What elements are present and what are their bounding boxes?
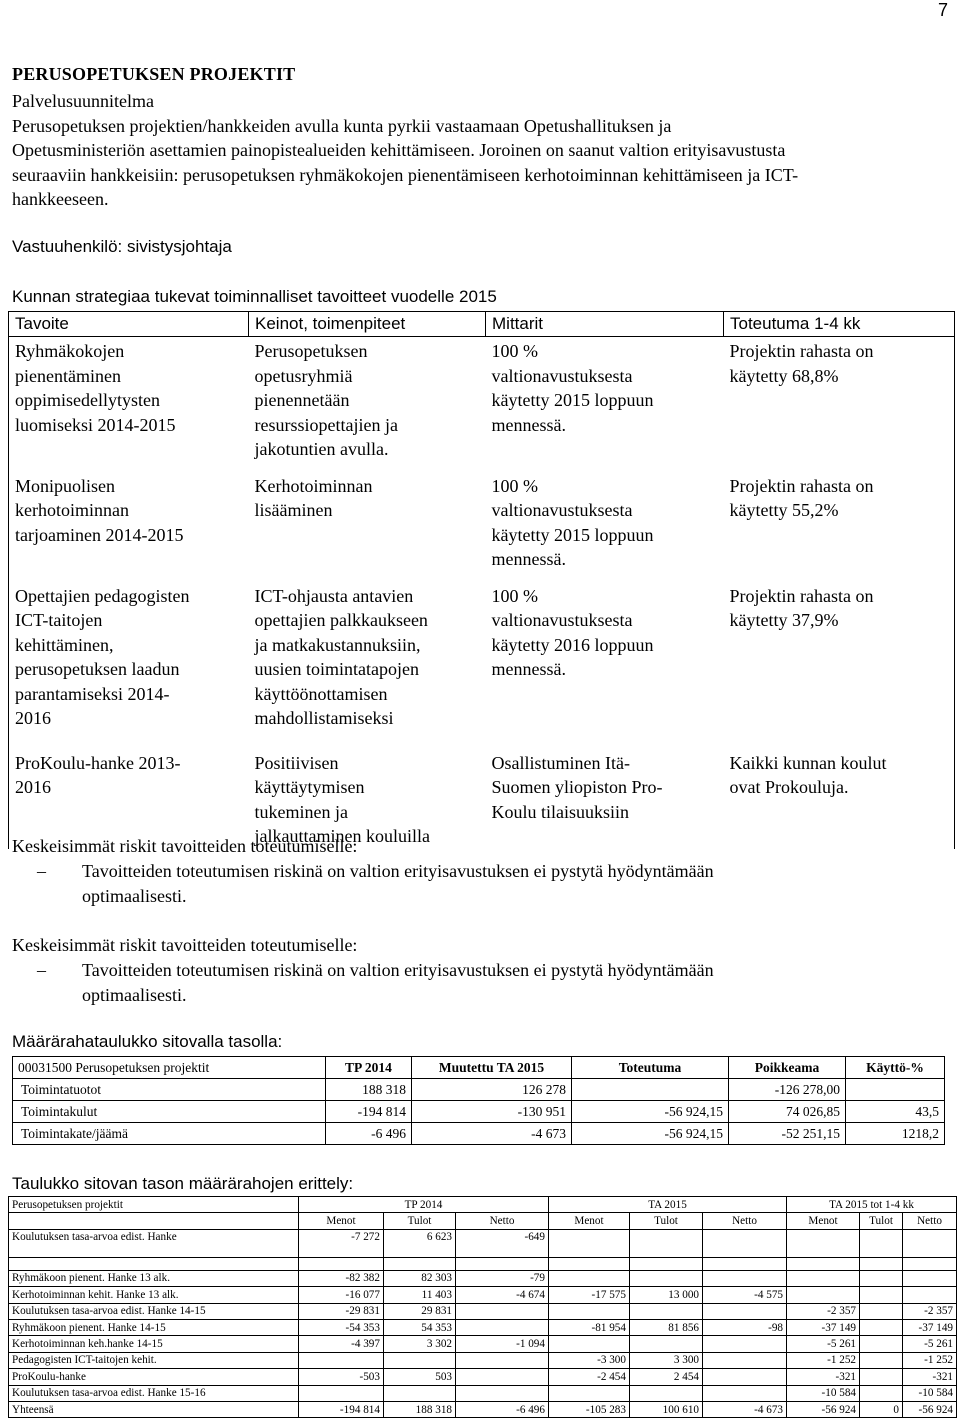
cell-line: mahdollistamiseksi bbox=[254, 708, 394, 728]
cell-line: Projektin rahasta on bbox=[729, 341, 874, 361]
means-cell bbox=[249, 472, 486, 582]
detail-cell: -2 357 bbox=[903, 1303, 957, 1319]
budget-header-cell: TP 2014 bbox=[326, 1057, 412, 1079]
cell-line: opettajien palkkaukseen bbox=[254, 610, 428, 630]
cell-line: käyttäytymisen bbox=[254, 777, 365, 797]
cell-line: ovat Prokouluja. bbox=[729, 777, 849, 797]
detail-cell: -81 954 bbox=[549, 1319, 630, 1335]
goals-row bbox=[9, 582, 955, 741]
intro-block bbox=[12, 89, 942, 212]
budget-cell: -4 673 bbox=[412, 1123, 572, 1145]
subheading: Palvelusuunnitelma bbox=[12, 91, 154, 111]
detail-cell bbox=[630, 1270, 703, 1286]
budget-cell: -130 951 bbox=[412, 1101, 572, 1123]
result-cell bbox=[724, 582, 955, 741]
cell-line: 100 % bbox=[491, 585, 538, 606]
budget-row bbox=[13, 1079, 945, 1101]
detail-cell bbox=[860, 1369, 903, 1385]
budget-cell bbox=[846, 1079, 945, 1101]
detail-cell: -4 673 bbox=[703, 1401, 787, 1417]
risk-title: Keskeisimmät riskit tavoitteiden toteutumiselle: bbox=[12, 836, 358, 856]
detail-cell: Ryhmäkoon pienent. Hanke 13 alk. bbox=[9, 1270, 299, 1286]
detail-cell bbox=[630, 1257, 703, 1270]
risk-line: Tavoitteiden toteutumisen riskinä on valtion erityisavustuksen ei pystytä hyödyntämään bbox=[82, 960, 714, 980]
goals-header-cell: Toteutuma 1-4 kk bbox=[724, 312, 955, 337]
detail-cell: -17 575 bbox=[549, 1287, 630, 1303]
budget-cell: -194 814 bbox=[326, 1101, 412, 1123]
detail-cell: -4 575 bbox=[703, 1287, 787, 1303]
cell-line: 100 % bbox=[491, 341, 538, 361]
goal-cell bbox=[9, 337, 249, 472]
detail-cell bbox=[703, 1303, 787, 1319]
budget-cell: 1218,2 bbox=[846, 1123, 945, 1145]
budget-header-cell: 00031500 Perusopetuksen projektit bbox=[13, 1057, 326, 1079]
strategy-caption: Kunnan strategiaa tukevat toiminnalliset tavoitteet vuodelle 2015 bbox=[12, 287, 497, 306]
goals-table bbox=[8, 311, 955, 849]
means-cell bbox=[249, 741, 486, 849]
cell-line: 2016 bbox=[15, 708, 51, 728]
cell-line: Osallistuminen Itä- bbox=[491, 752, 630, 773]
detail-cell bbox=[384, 1385, 456, 1401]
metric-cell bbox=[486, 337, 724, 472]
cell-line: mennessä. bbox=[491, 659, 566, 679]
detail-cell bbox=[703, 1270, 787, 1286]
metric-cell bbox=[486, 741, 724, 849]
responsible-person: Vastuuhenkilö: sivistysjohtaja bbox=[12, 237, 232, 256]
detail-row bbox=[9, 1401, 957, 1417]
detail-cell bbox=[456, 1369, 549, 1385]
detail-cell: -5 261 bbox=[787, 1336, 860, 1352]
budget-header-cell: Käyttö-% bbox=[846, 1057, 945, 1079]
detail-cell: 2 454 bbox=[630, 1369, 703, 1385]
cell-line: käytetty 2015 loppuun bbox=[491, 390, 654, 410]
means-cell bbox=[249, 337, 486, 472]
cell-line: ICT-ohjausta antavien bbox=[254, 585, 414, 606]
cell-line: tukeminen ja bbox=[254, 801, 348, 822]
detail-cell: 3 300 bbox=[630, 1352, 703, 1368]
budget-cell: 74 026,85 bbox=[729, 1101, 846, 1123]
detail-cell: 13 000 bbox=[630, 1287, 703, 1303]
detail-row bbox=[9, 1336, 957, 1352]
budget-cell: -56 924,15 bbox=[572, 1123, 729, 1145]
cell-line: lisääminen bbox=[254, 500, 333, 520]
budget-cell: Toimintakulut bbox=[13, 1101, 326, 1123]
detail-cell bbox=[456, 1257, 549, 1270]
detail-cell bbox=[549, 1336, 630, 1352]
cell-line: resurssiopettajien ja bbox=[254, 414, 398, 435]
detail-header-cell: Menot bbox=[787, 1213, 860, 1229]
detail-header-cell: Netto bbox=[456, 1213, 549, 1229]
detail-cell: -10 584 bbox=[787, 1385, 860, 1401]
goals-header-cell: Keinot, toimenpiteet bbox=[249, 312, 486, 337]
cell-line: 100 % bbox=[491, 475, 538, 496]
cell-line: Projektin rahasta on bbox=[729, 475, 874, 496]
detail-cell bbox=[456, 1319, 549, 1335]
detail-cell: -1 094 bbox=[456, 1336, 549, 1352]
goals-row bbox=[9, 472, 955, 582]
detail-row bbox=[9, 1369, 957, 1385]
means-cell bbox=[249, 582, 486, 741]
detail-cell bbox=[860, 1336, 903, 1352]
detail-cell: -2 357 bbox=[787, 1303, 860, 1319]
cell-line: Perusopetuksen bbox=[254, 341, 368, 361]
budget-header-row bbox=[13, 1057, 945, 1079]
budget-cell: -126 278,00 bbox=[729, 1079, 846, 1101]
risk-section bbox=[12, 933, 912, 1008]
detail-table bbox=[8, 1196, 957, 1418]
detail-cell: -7 272 bbox=[299, 1229, 384, 1257]
detail-cell bbox=[903, 1229, 957, 1257]
goals-row bbox=[9, 741, 955, 849]
goals-header-row bbox=[9, 312, 955, 337]
cell-line: ICT-taitojen bbox=[15, 610, 103, 630]
goal-cell bbox=[9, 472, 249, 582]
detail-cell: 29 831 bbox=[384, 1303, 456, 1319]
detail-header-cell: Netto bbox=[903, 1213, 957, 1229]
risk-title: Keskeisimmät riskit tavoitteiden toteutumiselle: bbox=[12, 935, 358, 955]
detail-cell bbox=[787, 1287, 860, 1303]
cell-line: Kaikki kunnan koulut bbox=[729, 752, 887, 773]
budget-header-cell: Poikkeama bbox=[729, 1057, 846, 1079]
detail-cell bbox=[299, 1352, 384, 1368]
cell-line: Monipuolisen bbox=[15, 475, 116, 496]
detail-cell: 82 303 bbox=[384, 1270, 456, 1286]
detail-header-cell: Menot bbox=[299, 1213, 384, 1229]
detail-header-cell: Menot bbox=[549, 1213, 630, 1229]
detail-cell bbox=[903, 1270, 957, 1286]
cell-line: mennessä. bbox=[491, 414, 566, 435]
cell-line: käytetty 55,2% bbox=[729, 500, 839, 520]
cell-line: Koulu tilaisuuksiin bbox=[491, 801, 630, 822]
cell-line: ja matkakustannuksiin, bbox=[254, 634, 421, 655]
detail-cell bbox=[860, 1257, 903, 1270]
detail-header-cell: TA 2015 bbox=[549, 1197, 787, 1213]
goal-cell bbox=[9, 741, 249, 849]
detail-cell: -4 397 bbox=[299, 1336, 384, 1352]
detail-cell bbox=[9, 1257, 299, 1270]
detail-header-cell: Tulot bbox=[384, 1213, 456, 1229]
risk-item bbox=[12, 958, 912, 1008]
detail-cell: Pedagogisten ICT-taitojen kehit. bbox=[9, 1352, 299, 1368]
cell-line: valtionavustuksesta bbox=[491, 365, 633, 386]
goals-row bbox=[9, 337, 955, 472]
detail-cell bbox=[860, 1319, 903, 1335]
cell-line: 2016 bbox=[15, 777, 51, 797]
page-number: 7 bbox=[937, 0, 948, 20]
budget-cell: -52 251,15 bbox=[729, 1123, 846, 1145]
result-cell bbox=[724, 337, 955, 472]
detail-header-cell bbox=[9, 1213, 299, 1229]
detail-cell: -649 bbox=[456, 1229, 549, 1257]
detail-row bbox=[9, 1352, 957, 1368]
detail-cell: Kerhotoiminnan keh.hanke 14-15 bbox=[9, 1336, 299, 1352]
cell-line: käytetty 2015 loppuun bbox=[491, 524, 654, 545]
budget-cell: Toimintatuotot bbox=[13, 1079, 326, 1101]
detail-cell bbox=[703, 1352, 787, 1368]
cell-line: kehittäminen, bbox=[15, 634, 114, 655]
budget-table bbox=[12, 1056, 945, 1145]
cell-line: Projektin rahasta on bbox=[729, 585, 874, 606]
goals-header-cell: Tavoite bbox=[9, 312, 249, 337]
detail-cell bbox=[703, 1336, 787, 1352]
detail-cell: -98 bbox=[703, 1319, 787, 1335]
detail-cell bbox=[903, 1257, 957, 1270]
detail-row bbox=[9, 1257, 957, 1270]
detail-cell: -79 bbox=[456, 1270, 549, 1286]
detail-cell bbox=[860, 1303, 903, 1319]
cell-line: Opettajien pedagogisten bbox=[15, 585, 190, 606]
detail-cell: Ryhmäkoon pienent. Hanke 14-15 bbox=[9, 1319, 299, 1335]
detail-cell bbox=[456, 1352, 549, 1368]
detail-cell: -1 252 bbox=[787, 1352, 860, 1368]
detail-cell bbox=[549, 1229, 630, 1257]
detail-cell: -4 674 bbox=[456, 1287, 549, 1303]
detail-cell bbox=[860, 1352, 903, 1368]
budget-cell: 43,5 bbox=[846, 1101, 945, 1123]
detail-cell: -194 814 bbox=[299, 1401, 384, 1417]
detail-cell: -5 261 bbox=[903, 1336, 957, 1352]
budget-row bbox=[13, 1101, 945, 1123]
cell-line: luomiseksi 2014-2015 bbox=[15, 414, 176, 435]
detail-cell bbox=[860, 1270, 903, 1286]
detail-cell: 503 bbox=[384, 1369, 456, 1385]
cell-line: uusien toimintatapojen bbox=[254, 659, 419, 679]
detail-cell: -321 bbox=[787, 1369, 860, 1385]
cell-line: mennessä. bbox=[491, 549, 566, 569]
detail-cell: -56 924 bbox=[903, 1401, 957, 1417]
detail-cell: -503 bbox=[299, 1369, 384, 1385]
detail-cell bbox=[299, 1385, 384, 1401]
detail-cell bbox=[630, 1385, 703, 1401]
detail-cell bbox=[299, 1257, 384, 1270]
cell-line: pienentäminen bbox=[15, 365, 121, 386]
goal-cell bbox=[9, 582, 249, 741]
detail-cell bbox=[703, 1257, 787, 1270]
risk-line: optimaalisesti. bbox=[82, 886, 187, 906]
intro-line: seuraaviin hankkeisiin: perusopetuksen ryhmäkokojen pienentämiseen kerhotoiminnan kehittämiseen ja ICT- bbox=[12, 164, 799, 185]
budget-row bbox=[13, 1123, 945, 1145]
detail-cell: -1 252 bbox=[903, 1352, 957, 1368]
cell-line: perusopetuksen laadun bbox=[15, 659, 180, 679]
detail-cell bbox=[903, 1287, 957, 1303]
cell-line: Positiivisen bbox=[254, 752, 339, 773]
budget-header-cell: Muutettu TA 2015 bbox=[412, 1057, 572, 1079]
cell-line: Kerhotoiminnan bbox=[254, 475, 373, 496]
risk-section bbox=[12, 834, 912, 909]
detail-cell bbox=[787, 1257, 860, 1270]
result-cell bbox=[724, 741, 955, 849]
detail-header-cell: Tulot bbox=[630, 1213, 703, 1229]
detail-cell: -10 584 bbox=[903, 1385, 957, 1401]
risk-line: optimaalisesti. bbox=[82, 985, 187, 1005]
detail-cell: -3 300 bbox=[549, 1352, 630, 1368]
cell-line: tarjoaminen 2014-2015 bbox=[15, 524, 184, 545]
metric-cell bbox=[486, 472, 724, 582]
budget-cell: 188 318 bbox=[326, 1079, 412, 1101]
detail-row bbox=[9, 1287, 957, 1303]
detail-cell bbox=[860, 1287, 903, 1303]
detail-cell: Yhteensä bbox=[9, 1401, 299, 1417]
dash-bullet: – bbox=[37, 861, 46, 881]
detail-header-cell: TA 2015 tot 1-4 kk bbox=[787, 1197, 957, 1213]
detail-cell: -16 077 bbox=[299, 1287, 384, 1303]
detail-cell: -82 382 bbox=[299, 1270, 384, 1286]
detail-cell bbox=[703, 1385, 787, 1401]
budget-cell bbox=[572, 1079, 729, 1101]
detail-cell: 0 bbox=[860, 1401, 903, 1417]
detail-row bbox=[9, 1303, 957, 1319]
budget-cell: Toimintakate/jäämä bbox=[13, 1123, 326, 1145]
goals-header-cell: Mittarit bbox=[486, 312, 724, 337]
detail-cell bbox=[549, 1257, 630, 1270]
detail-cell: -56 924 bbox=[787, 1401, 860, 1417]
detail-cell: -321 bbox=[903, 1369, 957, 1385]
detail-cell: 54 353 bbox=[384, 1319, 456, 1335]
detail-row bbox=[9, 1270, 957, 1286]
detail-group-header-row bbox=[9, 1197, 957, 1213]
intro-line: hankkeeseen. bbox=[12, 189, 109, 209]
cell-line: opetusryhmiä bbox=[254, 365, 353, 386]
detail-sub-header-row bbox=[9, 1213, 957, 1229]
budget-header-cell: Toteutuma bbox=[572, 1057, 729, 1079]
detail-cell: -37 149 bbox=[903, 1319, 957, 1335]
detail-header-cell: Tulot bbox=[860, 1213, 903, 1229]
detail-cell: 11 403 bbox=[384, 1287, 456, 1303]
risk-line: Tavoitteiden toteutumisen riskinä on valtion erityisavustuksen ei pystytä hyödyntämään bbox=[82, 861, 714, 881]
cell-line: parantamiseksi 2014- bbox=[15, 683, 170, 704]
detail-cell bbox=[860, 1229, 903, 1257]
detail-cell bbox=[860, 1385, 903, 1401]
detail-cell: 81 856 bbox=[630, 1319, 703, 1335]
metric-cell bbox=[486, 582, 724, 741]
detail-cell bbox=[630, 1229, 703, 1257]
detail-caption: Taulukko sitovan tason määrärahojen erittely: bbox=[12, 1174, 354, 1193]
detail-cell: 188 318 bbox=[384, 1401, 456, 1417]
detail-cell bbox=[787, 1270, 860, 1286]
detail-cell bbox=[384, 1257, 456, 1270]
detail-cell bbox=[456, 1303, 549, 1319]
budget-cell: 126 278 bbox=[412, 1079, 572, 1101]
result-cell bbox=[724, 472, 955, 582]
cell-line: jalkauttaminen kouluilla bbox=[254, 826, 430, 846]
cell-line: jakotuntien avulla. bbox=[254, 439, 389, 459]
detail-header-cell: TP 2014 bbox=[299, 1197, 549, 1213]
detail-cell: Koulutuksen tasa-arvoa edist. Hanke 14-15 bbox=[9, 1303, 299, 1319]
section-heading: PERUSOPETUKSEN PROJEKTIT bbox=[12, 64, 296, 84]
risk-item bbox=[12, 859, 912, 909]
cell-line: oppimisedellytysten bbox=[15, 390, 160, 410]
detail-cell bbox=[630, 1336, 703, 1352]
detail-cell bbox=[384, 1352, 456, 1368]
budget-cell: -6 496 bbox=[326, 1123, 412, 1145]
cell-line: käyttöönottamisen bbox=[254, 683, 388, 704]
detail-cell bbox=[630, 1303, 703, 1319]
budget-cell: -56 924,15 bbox=[572, 1101, 729, 1123]
detail-cell: 3 302 bbox=[384, 1336, 456, 1352]
cell-line: käytetty 68,8% bbox=[729, 365, 839, 386]
cell-line: ProKoulu-hanke 2013- bbox=[15, 752, 181, 773]
detail-cell: -105 283 bbox=[549, 1401, 630, 1417]
detail-cell: -2 454 bbox=[549, 1369, 630, 1385]
detail-cell: ProKoulu-hanke bbox=[9, 1369, 299, 1385]
detail-header-cell: Netto bbox=[703, 1213, 787, 1229]
detail-cell bbox=[456, 1385, 549, 1401]
cell-line: käytetty 2016 loppuun bbox=[491, 634, 654, 655]
detail-cell: Koulutuksen tasa-arvoa edist. Hanke 15-16 bbox=[9, 1385, 299, 1401]
detail-cell: -37 149 bbox=[787, 1319, 860, 1335]
detail-cell: Kerhotoiminnan kehit. Hanke 13 alk. bbox=[9, 1287, 299, 1303]
cell-line: kerhotoiminnan bbox=[15, 500, 129, 520]
cell-line: valtionavustuksesta bbox=[491, 500, 633, 520]
detail-cell bbox=[787, 1229, 860, 1257]
budget-caption: Määrärahataulukko sitovalla tasolla: bbox=[12, 1032, 283, 1051]
intro-line: Perusopetuksen projektien/hankkeiden avulla kunta pyrkii vastaamaan Opetushallituksen ja bbox=[12, 115, 672, 136]
cell-line: valtionavustuksesta bbox=[491, 610, 633, 630]
detail-cell: Koulutuksen tasa-arvoa edist. Hanke bbox=[9, 1229, 299, 1257]
detail-cell bbox=[703, 1229, 787, 1257]
detail-cell: -6 496 bbox=[456, 1401, 549, 1417]
detail-row bbox=[9, 1385, 957, 1401]
detail-cell bbox=[549, 1385, 630, 1401]
detail-cell bbox=[703, 1369, 787, 1385]
detail-header-cell: Perusopetuksen projektit bbox=[9, 1197, 299, 1213]
detail-cell bbox=[549, 1303, 630, 1319]
detail-cell: -54 353 bbox=[299, 1319, 384, 1335]
dash-bullet: – bbox=[37, 960, 46, 980]
cell-line: Suomen yliopiston Pro- bbox=[491, 777, 663, 797]
cell-line: Ryhmäkokojen bbox=[15, 341, 125, 361]
detail-row bbox=[9, 1229, 957, 1257]
detail-cell bbox=[549, 1270, 630, 1286]
detail-row bbox=[9, 1319, 957, 1335]
detail-cell: 6 623 bbox=[384, 1229, 456, 1257]
cell-line: pienennetään bbox=[254, 390, 350, 410]
cell-line: käytetty 37,9% bbox=[729, 610, 839, 630]
intro-line: Opetusministeriön asettamien painopistealueiden kehittämiseen. Joroinen on saanut valtion erityisavustusta bbox=[12, 140, 786, 160]
detail-cell: 100 610 bbox=[630, 1401, 703, 1417]
detail-cell: -29 831 bbox=[299, 1303, 384, 1319]
